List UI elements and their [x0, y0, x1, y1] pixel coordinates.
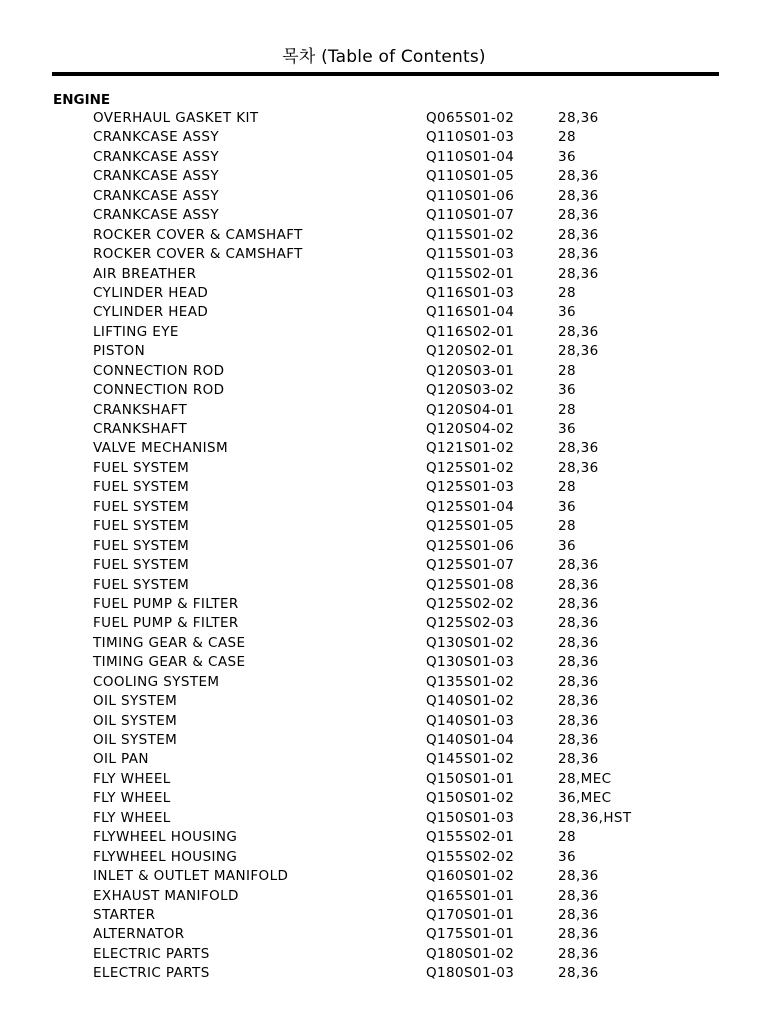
- toc-row[interactable]: [0, 226, 768, 245]
- toc-row[interactable]: [0, 653, 768, 672]
- toc-entry-name: OIL PAN: [93, 751, 149, 768]
- toc-entry-code: Q110S01-03: [426, 129, 515, 146]
- toc-entry-name: CONNECTION ROD: [93, 382, 225, 399]
- toc-entry-pages: 28,36: [558, 557, 599, 574]
- toc-entry-pages: 28,36: [558, 440, 599, 457]
- toc-entry-name: FLYWHEEL HOUSING: [93, 848, 238, 865]
- toc-entry-code: Q130S01-03: [426, 654, 515, 671]
- toc-entry-pages: 36: [558, 304, 576, 321]
- toc-entry-name: PISTON: [93, 343, 146, 360]
- toc-entry-name: FUEL PUMP & FILTER: [93, 595, 239, 612]
- toc-entry-name: FUEL SYSTEM: [93, 518, 190, 535]
- toc-entry-pages: 28,36: [558, 246, 599, 263]
- toc-entry-pages: 36: [558, 421, 576, 437]
- toc-entry-code: Q125S02-02: [426, 595, 515, 612]
- toc-entry-code: Q121S01-02: [426, 440, 515, 457]
- toc-row[interactable]: [0, 712, 768, 731]
- toc-row[interactable]: [0, 128, 768, 147]
- toc-entry-pages: 28,36: [558, 110, 599, 126]
- toc-entry-name: FUEL SYSTEM: [93, 498, 190, 515]
- toc-entry-pages: 36: [558, 498, 576, 515]
- toc-entry-name: OVERHAUL GASKET KIT: [93, 110, 259, 126]
- toc-entry-pages: 28,36: [558, 207, 599, 224]
- toc-row[interactable]: [0, 576, 768, 595]
- toc-entry-name: STARTER: [93, 906, 156, 923]
- toc-entry-name: ROCKER COVER & CAMSHAFT: [93, 226, 303, 243]
- toc-entry-name: CYLINDER HEAD: [93, 284, 209, 301]
- toc-entry-pages: 36,MEC: [558, 790, 612, 807]
- toc-row[interactable]: [0, 634, 768, 653]
- toc-entry-code: Q155S02-02: [426, 848, 515, 865]
- toc-row[interactable]: [0, 498, 768, 517]
- toc-entry-pages: 28: [558, 518, 576, 535]
- toc-entry-name: FLY WHEEL: [93, 809, 171, 826]
- toc-entry-name: ALTERNATOR: [93, 926, 185, 943]
- toc-entry-pages: 28,36: [558, 343, 599, 360]
- toc-entry-pages: 28: [558, 284, 576, 301]
- toc-entry-code: Q110S01-07: [426, 207, 515, 224]
- toc-row[interactable]: [0, 556, 768, 575]
- toc-row[interactable]: [0, 381, 768, 400]
- toc-entry-pages: 28,36: [558, 634, 599, 651]
- toc-row[interactable]: [0, 770, 768, 789]
- toc-row[interactable]: [0, 284, 768, 303]
- toc-row[interactable]: [0, 750, 768, 769]
- toc-entry-code: Q180S01-03: [426, 965, 515, 982]
- toc-entry-name: CRANKSHAFT: [93, 401, 188, 418]
- toc-entry-pages: 28,36: [558, 265, 599, 282]
- toc-entry-name: VALVE MECHANISM: [93, 440, 228, 457]
- toc-entry-code: Q150S01-02: [426, 790, 515, 807]
- toc-row[interactable]: [0, 692, 768, 711]
- toc-entry-pages: 28,MEC: [558, 770, 612, 787]
- toc-entry-code: Q125S01-04: [426, 498, 515, 515]
- toc-row[interactable]: [0, 439, 768, 458]
- toc-entry-name: ELECTRIC PARTS: [93, 965, 210, 982]
- toc-entry-code: Q120S04-02: [426, 421, 515, 437]
- toc-entry-name: AIR BREATHER: [93, 265, 197, 282]
- toc-entry-name: CRANKCASE ASSY: [93, 168, 219, 185]
- toc-entry-code: Q165S01-01: [426, 887, 515, 904]
- toc-row[interactable]: [0, 148, 768, 167]
- toc-entry-name: FUEL SYSTEM: [93, 479, 190, 496]
- toc-entry-pages: 28: [558, 362, 576, 379]
- toc-entry-code: Q155S02-01: [426, 829, 515, 846]
- toc-row[interactable]: [0, 614, 768, 633]
- toc-entry-pages: 28,36: [558, 226, 599, 243]
- toc-entry-name: OIL SYSTEM: [93, 712, 178, 729]
- toc-row[interactable]: [0, 459, 768, 478]
- toc-row[interactable]: [0, 265, 768, 284]
- toc-entry-code: Q120S04-01: [426, 401, 515, 418]
- toc-entry-code: Q170S01-01: [426, 906, 515, 923]
- toc-row[interactable]: [0, 167, 768, 186]
- toc-entry-pages: 28,36: [558, 323, 599, 340]
- toc-row[interactable]: [0, 342, 768, 361]
- toc-entry-code: Q125S01-06: [426, 537, 515, 554]
- toc-row[interactable]: [0, 945, 768, 964]
- toc-entry-name: FUEL SYSTEM: [93, 459, 190, 476]
- page-title: 목차 (Table of Contents): [282, 47, 486, 67]
- toc-row[interactable]: [0, 245, 768, 264]
- toc-row[interactable]: [0, 109, 768, 128]
- toc-entry-name: EXHAUST MANIFOLD: [93, 887, 239, 904]
- toc-entry-pages: 28,36: [558, 595, 599, 612]
- toc-row[interactable]: [0, 187, 768, 206]
- toc-entry-pages: 28,36: [558, 945, 599, 962]
- toc-entry-pages: 36: [558, 537, 576, 554]
- toc-entry-name: LIFTING EYE: [93, 323, 179, 340]
- toc-entry-pages: 28,36: [558, 459, 599, 476]
- toc-entry-name: TIMING GEAR & CASE: [93, 654, 246, 671]
- toc-entry-code: Q125S01-08: [426, 576, 515, 593]
- toc-entry-name: FLY WHEEL: [93, 770, 171, 787]
- toc-entry-code: Q175S01-01: [426, 926, 515, 943]
- toc-entry-code: Q115S01-03: [426, 246, 515, 263]
- toc-entry-pages: 28,36: [558, 965, 599, 982]
- toc-entry-name: FUEL SYSTEM: [93, 557, 190, 574]
- toc-entry-code: Q145S01-02: [426, 751, 515, 768]
- toc-row[interactable]: [0, 867, 768, 886]
- toc-entry-pages: 28,36: [558, 926, 599, 943]
- toc-entry-code: Q180S01-02: [426, 945, 515, 962]
- toc-row[interactable]: [0, 925, 768, 944]
- toc-entry-name: FUEL PUMP & FILTER: [93, 615, 239, 632]
- toc-entry-pages: 28: [558, 479, 576, 496]
- toc-entry-code: Q135S01-02: [426, 673, 515, 690]
- toc-row[interactable]: [0, 789, 768, 808]
- toc-row[interactable]: [0, 887, 768, 906]
- toc-entry-pages: 28,36: [558, 693, 599, 710]
- toc-entry-pages: 28,36: [558, 732, 599, 748]
- toc-entry-pages: 28,36: [558, 906, 599, 923]
- toc-entry-code: Q125S01-02: [426, 459, 515, 476]
- toc-entry-name: CRANKCASE ASSY: [93, 129, 219, 146]
- toc-entry-code: Q116S01-04: [426, 304, 515, 321]
- toc-entry-name: CRANKCASE ASSY: [93, 148, 219, 165]
- toc-row[interactable]: [0, 537, 768, 556]
- toc-entry-name: OIL SYSTEM: [93, 732, 178, 748]
- toc-entry-code: Q125S01-05: [426, 518, 515, 535]
- toc-entry-pages: 28,36: [558, 712, 599, 729]
- toc-entry-name: FUEL SYSTEM: [93, 537, 190, 554]
- toc-row[interactable]: [0, 828, 768, 847]
- toc-entry-pages: 28,36: [558, 887, 599, 904]
- toc-entry-pages: 36: [558, 148, 576, 165]
- toc-entry-name: CRANKSHAFT: [93, 421, 188, 437]
- toc-entry-name: OIL SYSTEM: [93, 693, 178, 710]
- toc-entry-code: Q110S01-06: [426, 187, 515, 204]
- toc-entry-pages: 28,36,HST: [558, 809, 632, 826]
- toc-row[interactable]: [0, 673, 768, 692]
- toc-entry-pages: 28,36: [558, 868, 599, 885]
- toc-entry-code: Q120S02-01: [426, 343, 515, 360]
- toc-entry-name: CYLINDER HEAD: [93, 304, 209, 321]
- toc-entry-pages: 28,36: [558, 187, 599, 204]
- toc-entry-pages: 28,36: [558, 673, 599, 690]
- toc-entry-pages: 28,36: [558, 168, 599, 185]
- toc-row[interactable]: [0, 731, 768, 750]
- toc-entry-pages: 28,36: [558, 576, 599, 593]
- toc-entry-pages: 36: [558, 848, 576, 865]
- toc-row[interactable]: [0, 401, 768, 420]
- toc-row[interactable]: [0, 362, 768, 381]
- toc-row[interactable]: [0, 848, 768, 867]
- toc-entry-code: Q110S01-05: [426, 168, 515, 185]
- toc-entry-code: Q125S01-07: [426, 557, 515, 574]
- toc-entry-code: Q150S01-01: [426, 770, 515, 787]
- toc-entry-pages: 28: [558, 129, 576, 146]
- toc-entry-code: Q140S01-03: [426, 712, 515, 729]
- toc-entry-pages: 28: [558, 401, 576, 418]
- toc-entry-code: Q140S01-02: [426, 693, 515, 710]
- toc-entry-pages: 28,36: [558, 654, 599, 671]
- toc-entry-code: Q065S01-02: [426, 110, 515, 126]
- toc-entry-name: CRANKCASE ASSY: [93, 187, 219, 204]
- toc-entry-name: COOLING SYSTEM: [93, 673, 220, 690]
- toc-row[interactable]: [0, 420, 768, 439]
- toc-list: [0, 109, 768, 984]
- toc-entry-code: Q116S01-03: [426, 284, 515, 301]
- toc-entry-code: Q125S02-03: [426, 615, 515, 632]
- toc-entry-code: Q115S02-01: [426, 265, 515, 282]
- toc-row[interactable]: [0, 478, 768, 497]
- toc-entry-code: Q140S01-04: [426, 732, 515, 748]
- toc-entry-pages: 28: [558, 829, 576, 846]
- toc-entry-name: FLY WHEEL: [93, 790, 171, 807]
- toc-entry-name: INLET & OUTLET MANIFOLD: [93, 868, 289, 885]
- title-divider: [52, 72, 719, 76]
- toc-row[interactable]: [0, 809, 768, 828]
- toc-entry-name: FUEL SYSTEM: [93, 576, 190, 593]
- toc-entry-code: Q110S01-04: [426, 148, 515, 165]
- toc-entry-name: CONNECTION ROD: [93, 362, 225, 379]
- toc-row[interactable]: [0, 964, 768, 983]
- toc-row[interactable]: [0, 517, 768, 536]
- toc-entry-name: CRANKCASE ASSY: [93, 207, 219, 224]
- toc-row[interactable]: [0, 206, 768, 225]
- toc-entry-name: FLYWHEEL HOUSING: [93, 829, 238, 846]
- toc-entry-code: Q150S01-03: [426, 809, 515, 826]
- toc-entry-name: ELECTRIC PARTS: [93, 945, 210, 962]
- toc-entry-pages: 36: [558, 382, 576, 399]
- toc-entry-code: Q120S03-01: [426, 362, 515, 379]
- toc-entry-name: ROCKER COVER & CAMSHAFT: [93, 246, 303, 263]
- toc-entry-code: Q130S01-02: [426, 634, 515, 651]
- toc-row[interactable]: [0, 323, 768, 342]
- toc-entry-code: Q116S02-01: [426, 323, 515, 340]
- toc-entry-code: Q125S01-03: [426, 479, 515, 496]
- toc-row[interactable]: [0, 303, 768, 322]
- toc-row[interactable]: [0, 906, 768, 925]
- section-heading: ENGINE: [53, 92, 111, 108]
- toc-entry-pages: 28,36: [558, 751, 599, 768]
- toc-entry-pages: 28,36: [558, 615, 599, 632]
- toc-entry-code: Q160S01-02: [426, 868, 515, 885]
- toc-entry-name: TIMING GEAR & CASE: [93, 634, 246, 651]
- toc-row[interactable]: [0, 595, 768, 614]
- toc-entry-code: Q120S03-02: [426, 382, 515, 399]
- toc-entry-code: Q115S01-02: [426, 226, 515, 243]
